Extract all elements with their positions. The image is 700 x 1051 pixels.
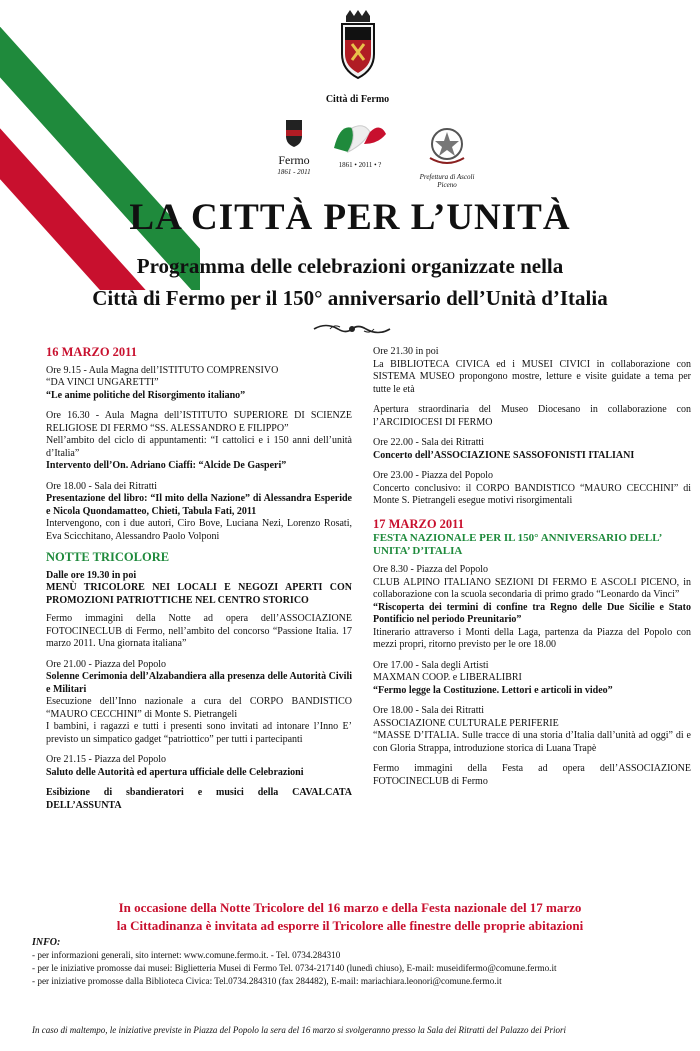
festa-event-3 xyxy=(373,705,691,755)
festa-1-time: Ore 8.30 - Piazza del Popolo xyxy=(373,564,488,575)
event-1-time: Ore 9.15 - Aula Magna dell’ISTITUTO COMPRENSIVO xyxy=(46,364,279,376)
notte-1-time: Dalle ore 19.30 in poi xyxy=(46,569,137,581)
subtitle-line-2: Città di Fermo per il 150° anniversario dell’Unità d’Italia xyxy=(92,286,608,310)
notte-tricolore-heading: NOTTE TRICOLORE xyxy=(46,550,170,564)
subtitle-line-1: Programma delle celebrazioni organizzate nella xyxy=(136,254,564,278)
page-title: LA CITTÀ PER L’UNITÀ xyxy=(129,197,571,238)
unita-150-logo xyxy=(330,118,390,172)
notte-1-line3: Fermo immagini della Notte ad opera dell’ASSOCIAZIONE FOTOCINECLUB di Fermo, nell’ambito del concorso “Passione Italia. 17 marzo 2011. Una giornata italiana” xyxy=(46,613,352,649)
flag-150-icon xyxy=(330,118,390,156)
right-4-time: Ore 23.00 - Piazza del Popolo xyxy=(373,470,493,481)
notte-event-1 xyxy=(46,570,352,651)
right-event-2: Apertura straordinaria del Museo Diocesano in collaborazione con l’ARCIDIOCESI DI FERMO xyxy=(373,404,691,428)
right-event-4 xyxy=(373,470,691,508)
logo1-top-text: Fermo xyxy=(278,153,310,167)
event-2 xyxy=(46,410,352,473)
info-label: INFO: xyxy=(32,937,61,948)
event-2-time: Ore 16.30 - Aula Magna dell’ISTITUTO SUPERIORE DI SCIENZE RELIGIOSE DI FERMO “SS. ALESSANDRO E FILIPPO” xyxy=(46,410,352,434)
festa-1-line2: CLUB ALPINO ITALIANO SEZIONI DI FERMO E ASCOLI PICENO, in collaborazione con la scuola secondaria di primo grado “Leonardo da Vinci” xyxy=(373,576,691,600)
event-3 xyxy=(46,481,352,544)
logo1-bottom-text: 1861 - 2011 xyxy=(277,168,311,176)
event-1-line2: “DA VINCI UNGARETTI” xyxy=(46,377,159,388)
festa-3-line2: ASSOCIAZIONE CULTURALE PERIFERIE xyxy=(373,717,559,729)
prefettura-logo xyxy=(418,124,476,189)
event-3-time: Ore 18.00 - Sala dei Ritratti xyxy=(46,480,158,492)
festa-3-line3: “MASSE D’ITALIA. Sulle tracce di una storia d’Italia dall’unità ad oggi” di e con Gloria Strappa, introduzione storica di Luana Trapè xyxy=(373,730,691,754)
invito-line-2: la Cittadinanza è invitata ad esporre il Tricolore alle finestre delle proprie abitazioni xyxy=(116,918,584,933)
right-3-time: Ore 22.00 - Sala dei Ritratti xyxy=(373,437,485,448)
italian-emblem-icon xyxy=(418,124,476,168)
notte-event-2 xyxy=(46,659,352,747)
left-column xyxy=(46,346,352,820)
notte-2-time: Ore 21.00 - Piazza del Popolo xyxy=(46,658,166,670)
festa-event-2 xyxy=(373,660,691,698)
notte-2-line4: I bambini, i ragazzi e tutti i presenti sono invitati ad intonare l’Inno E’ previsto un simpatico gadget “patriottico” per tutti i partecipanti xyxy=(46,721,352,745)
right-event-3 xyxy=(373,437,691,462)
date-16-march: 16 MARZO 2011 xyxy=(46,345,137,359)
event-2-line3: Intervento dell’On. Adriano Ciaffi: “Alcide De Gasperi” xyxy=(46,460,287,471)
notte-3-time: Ore 21.15 - Piazza del Popolo xyxy=(46,754,166,765)
right-1-time: Ore 21.30 in poi xyxy=(373,346,439,357)
fermo-small-crest-icon xyxy=(268,118,320,148)
notte-2-line3: Esecuzione dell’Inno nazionale a cura del CORPO BANDISTICO “MAURO CECCHINI” di Monte S. Pietrangeli xyxy=(46,696,352,720)
notte-1-line2: MENÙ TRICOLORE NEI LOCALI E NEGOZI APERTI CON PROMOZIONI PATRIOTTICHE NEL CENTRO STORICO xyxy=(46,582,352,606)
event-1 xyxy=(46,365,352,403)
right-event-1 xyxy=(373,346,691,396)
festa-3-time: Ore 18.00 - Sala dei Ritratti xyxy=(373,705,485,716)
notte-3-line2: Saluto delle Autorità ed apertura ufficiale delle Celebrazioni xyxy=(46,766,304,778)
logo2-caption: 1861 • 2011 • ? xyxy=(338,161,382,169)
festa-event-4: Fermo immagini della Festa ad opera dell’ASSOCIAZIONE FOTOCINECLUB di Fermo xyxy=(373,763,691,787)
event-1-line3: “Le anime politiche del Risorgimento italiano” xyxy=(46,389,246,401)
festa-event-1 xyxy=(373,564,691,652)
footer-note: In caso di maltempo, le iniziative previste in Piazza del Popolo la sera del 16 marzo si svolgeranno presso la Sala dei Ritratti del Palazzo dei Priori xyxy=(32,1025,567,1035)
festa-1-line3: “Riscoperta dei termini di confine tra Regno delle Due Sicilie e Stato Pontificio nel periodo Preunitario” xyxy=(373,601,691,625)
right-column xyxy=(373,346,691,796)
right-1-line2: La BIBLIOTECA CIVICA ed i MUSEI CIVICI in collaborazione con SISTEMA MUSEO propongono mostre, letture e visite guidate a tema per tutte le età xyxy=(373,358,691,395)
fermo-crest-icon xyxy=(336,10,380,80)
festa-1-line4: Itinerario attraverso i Monti della Laga, partenza da Piazza del Popolo con mezzi propri, ritorno previsto per le ore 18.00 xyxy=(373,626,691,650)
info-section xyxy=(32,936,692,988)
info-line-2: - per le iniziative promosse dai musei: Biglietteria Musei di Fermo Tel. 0734-217140 (lunedì chiuso), E-mail: museidifermo@comune.fermo.it xyxy=(32,963,557,973)
notte-2-line2: Solenne Cerimonia dell’Alzabandiera alla presenza delle Autorità Civili e Militari xyxy=(46,671,352,695)
logo3-caption: Prefettura di Ascoli Piceno xyxy=(419,173,475,189)
festa-2-line3: “Fermo legge la Costituzione. Lettori e articoli in video” xyxy=(373,684,613,696)
festa-2-time: Ore 17.00 - Sala degli Artisti xyxy=(373,659,489,671)
festa-2-line2: MAXMAN COOP. e LIBERALIBRI xyxy=(373,672,522,683)
event-3-line2: Presentazione del libro: “Il mito della Nazione” di Alessandra Esperide e Nicola Quondamatteo, Chieti, Tabula Fati, 2011 xyxy=(46,493,352,517)
right-4-line2: Concerto conclusivo: il CORPO BANDISTICO “MAURO CECCHINI” di Monte S. Pietrangeli esegue motivi risorgimentali xyxy=(373,482,691,506)
event-2-line2: Nell’ambito del ciclo di appuntamenti: “I cattolici e i 150 anni dell’unità d’Italia” xyxy=(46,435,352,459)
fermo-150-logo xyxy=(268,118,320,180)
ornament-divider-icon xyxy=(312,320,392,338)
invito-line-1: In occasione della Notte Tricolore del 16 marzo e della Festa nazionale del 17 marzo xyxy=(118,900,582,915)
event-3-line3: Intervengono, con i due autori, Ciro Bove, Luciana Nezi, Lorenzo Rosati, Eva Scicchitano, Alessandro Paolo Volponi xyxy=(46,518,352,542)
city-name: Città di Fermo xyxy=(325,94,390,105)
date-17-march: 17 MARZO 2011 xyxy=(373,516,464,531)
notte-event-4: Esibizione di sbandieratori e musici della CAVALCATA DELL’ASSUNTA xyxy=(46,787,352,811)
right-3-line2: Concerto dell’ASSOCIAZIONE SASSOFONISTI ITALIANI xyxy=(373,449,635,461)
info-line-3: - per iniziative promosse dalla Biblioteca Civica: Tel.0734.284310 (fax 284482), E-mail: mariachiara.leonori@comune.fermo.it xyxy=(32,976,502,986)
info-line-1: - per informazioni generali, sito internet: www.comune.fermo.it. - Tel. 0734.284310 xyxy=(32,950,341,960)
festa-nazionale-heading: FESTA NAZIONALE PER IL 150° ANNIVERSARIO DELL’ UNITA’ D’ITALIA xyxy=(373,532,662,557)
tricolore-ribbon xyxy=(0,0,200,290)
notte-event-3 xyxy=(46,754,352,779)
